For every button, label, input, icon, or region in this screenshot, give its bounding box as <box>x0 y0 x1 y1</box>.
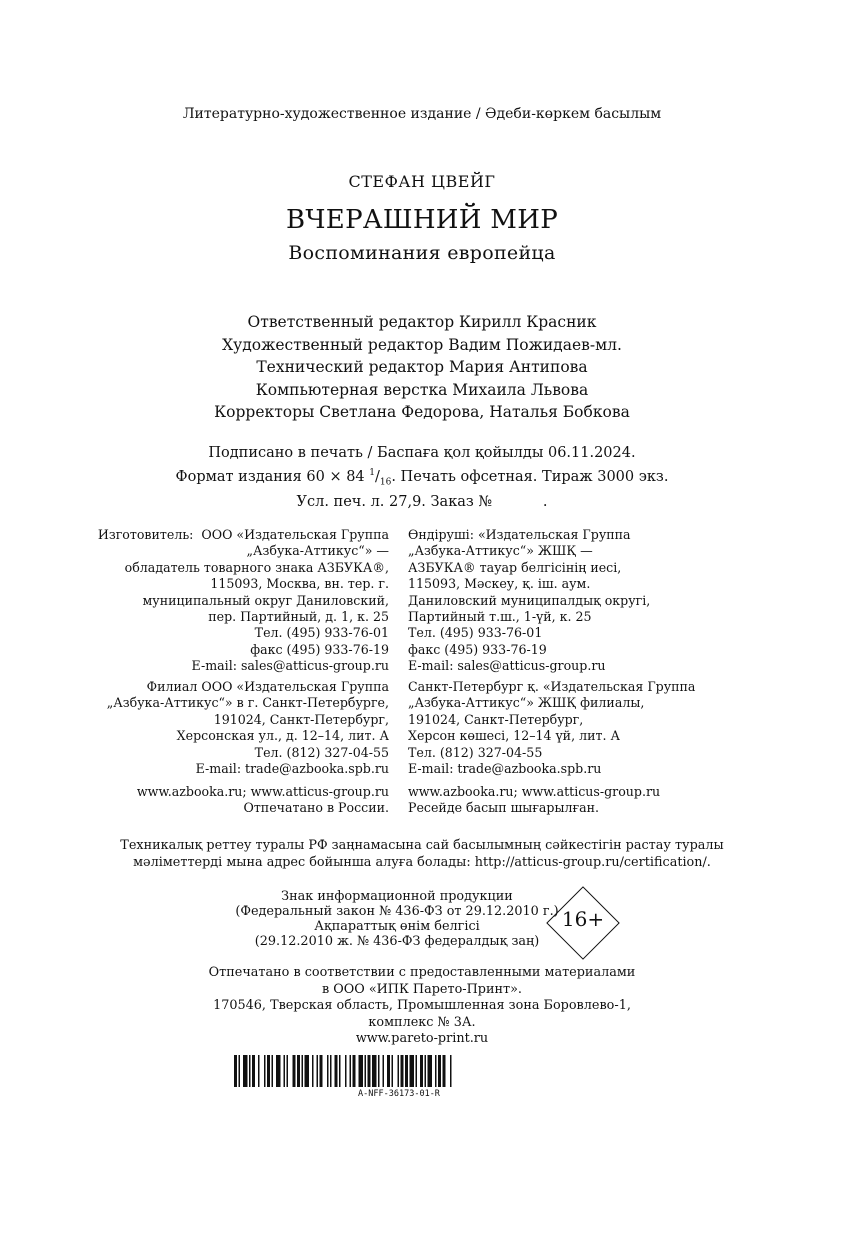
manufacturer-ru-line: „Азбука-Аттикус“» — <box>246 543 389 559</box>
age-info-line: Знак информационной продукции <box>281 889 513 904</box>
manufacturer-kz-line: факс (495) 933-76-19 <box>408 641 547 657</box>
credit-line: Технический редактор Мария Антипова <box>256 358 588 377</box>
manufacturer-kz-line: E-mail: sales@atticus-group.ru <box>408 658 606 674</box>
printer-line: комплекс № 3А. <box>368 1014 476 1030</box>
web-kz-line: www.azbooka.ru; www.atticus-group.ru <box>408 784 661 799</box>
manufacturer-ru-line: факс (495) 933-76-19 <box>250 641 389 657</box>
printer-line: в ООО «ИПК Парето-Принт». <box>322 981 522 997</box>
branch-ru <box>107 679 389 777</box>
age-info-line: Ақпараттық өнім белгісі <box>314 919 480 934</box>
branch-ru-line: E-mail: trade@azbooka.spb.ru <box>195 761 389 777</box>
branch-kz-line: 191024, Санкт-Петербург, <box>408 711 584 727</box>
book-subtitle: Воспоминания европейца <box>288 242 556 264</box>
barcode-icon <box>234 1055 564 1087</box>
branch-ru-line: Тел. (812) 327-04-55 <box>254 744 389 760</box>
printer-line: www.pareto-print.ru <box>355 1031 489 1046</box>
credit-line: Корректоры Светлана Федорова, Наталья Бобкова <box>214 403 630 422</box>
web-kz-line: Ресейде басып шығарылған. <box>408 800 600 816</box>
certification-line: Техникалық реттеу туралы РФ заңнамасына сай басылымның сәйкестігін растау туралы <box>120 838 724 853</box>
branch-ru-line: Филиал ООО «Издательская Группа <box>146 679 389 694</box>
manufacturer-ru <box>98 527 389 675</box>
manufacturer-kz-line: 115093, Мәскеу, қ. іш. аум. <box>408 576 591 592</box>
print-info <box>0 444 844 512</box>
format-suffix: . Печать офсетная. Тираж 3000 экз. <box>391 468 669 485</box>
manufacturer-ru-line: E-mail: sales@atticus-group.ru <box>191 658 389 674</box>
manufacturer-kz-line: Тел. (495) 933-76-01 <box>408 625 543 641</box>
branch-ru-line: „Азбука-Аттикус“» в г. Санкт-Петербурге, <box>106 695 389 711</box>
printer-info <box>0 965 844 1048</box>
format-line <box>0 464 844 493</box>
manufacturer-kz <box>408 527 650 675</box>
manufacturer-ru-line: муниципальный округ Даниловский, <box>142 592 389 608</box>
web-kz <box>408 784 660 817</box>
branch-kz <box>408 679 695 777</box>
manufacturer-kz-line: АЗБУКА® тауар белгісінің иесі, <box>408 559 622 575</box>
web-ru-line: www.azbooka.ru; www.atticus-group.ru <box>136 784 389 799</box>
age-rating-label: 16+ <box>561 907 605 931</box>
age-info-line: (Федеральный закон № 436-ФЗ от 29.12.2010 г.) <box>235 904 559 919</box>
volume-line: Усл. печ. л. 27,9. Заказ № . <box>296 493 548 510</box>
book-title: ВЧЕРАШНИЙ МИР <box>285 205 558 235</box>
format-sub: 16 <box>379 477 392 488</box>
manufacturer-ru-line: Тел. (495) 933-76-01 <box>254 625 389 641</box>
branch-kz-line: E-mail: trade@azbooka.spb.ru <box>408 761 602 777</box>
manufacturer-kz-line: Партийный т.ш., 1-үй, к. 25 <box>408 609 592 625</box>
credit-line: Художественный редактор Вадим Пожидаев-мл. <box>222 335 622 354</box>
branch-kz-line: Санкт-Петербург қ. «Издательская Группа <box>408 679 696 694</box>
branch-kz-line: „Азбука-Аттикус“» ЖШҚ филиалы, <box>408 695 645 711</box>
format-prefix: Формат издания 60 × 84 <box>175 468 370 485</box>
branch-kz-line: Тел. (812) 327-04-55 <box>408 744 543 760</box>
age-info <box>232 889 562 949</box>
format-sup: 1 <box>369 467 375 478</box>
format-slash: / <box>375 468 380 485</box>
manufacturer-ru-line: 115093, Москва, вн. тер. г. <box>210 576 389 592</box>
manufacturer-kz-line: Өндіруші: «Издательская Группа <box>408 527 631 542</box>
credits-list <box>0 311 844 424</box>
barcode-text: A-NFF-36173-01-R <box>358 1089 440 1099</box>
author-name: СТЕФАН ЦВЕЙГ <box>348 172 496 191</box>
manufacturer-ru-line: пер. Партийный, д. 1, к. 25 <box>208 609 389 625</box>
web-ru <box>137 784 389 817</box>
certification-note <box>0 838 844 871</box>
printer-line: 170546, Тверская область, Промышленная зона Боровлево-1, <box>213 998 631 1013</box>
branch-ru-line: 191024, Санкт-Петербург, <box>213 711 389 727</box>
manufacturer-ru-line: обладатель товарного знака АЗБУКА®, <box>124 559 389 575</box>
manufacturer-kz-line: „Азбука-Аттикус“» ЖШҚ — <box>408 543 593 559</box>
credit-line: Компьютерная верстка Михаила Львова <box>255 380 589 399</box>
certification-line: мәліметтерді мына адрес бойынша алуға болады: http://atticus-group.ru/certification/. <box>133 854 711 870</box>
age-info-line: (29.12.2010 ж. № 436-ФЗ федералдық заң) <box>254 934 540 949</box>
printer-line: Отпечатано в соответствии с предоставленными материалами <box>208 965 636 980</box>
edition-type: Литературно-художественное издание / Әдеби-көркем басылым <box>182 106 662 122</box>
signed-line: Подписано в печать / Баспаға қол қойылды 06.11.2024. <box>208 445 636 461</box>
manufacturer-ru-line: Изготовитель: ООО «Издательская Группа <box>97 527 389 542</box>
branch-kz-line: Херсон көшесі, 12–14 үй, лит. А <box>408 728 620 744</box>
branch-ru-line: Херсонская ул., д. 12–14, лит. А <box>176 728 389 744</box>
web-ru-line: Отпечатано в России. <box>243 800 389 816</box>
credit-line: Ответственный редактор Кирилл Красник <box>247 313 597 331</box>
manufacturer-kz-line: Даниловский муниципалдық округі, <box>408 592 651 608</box>
